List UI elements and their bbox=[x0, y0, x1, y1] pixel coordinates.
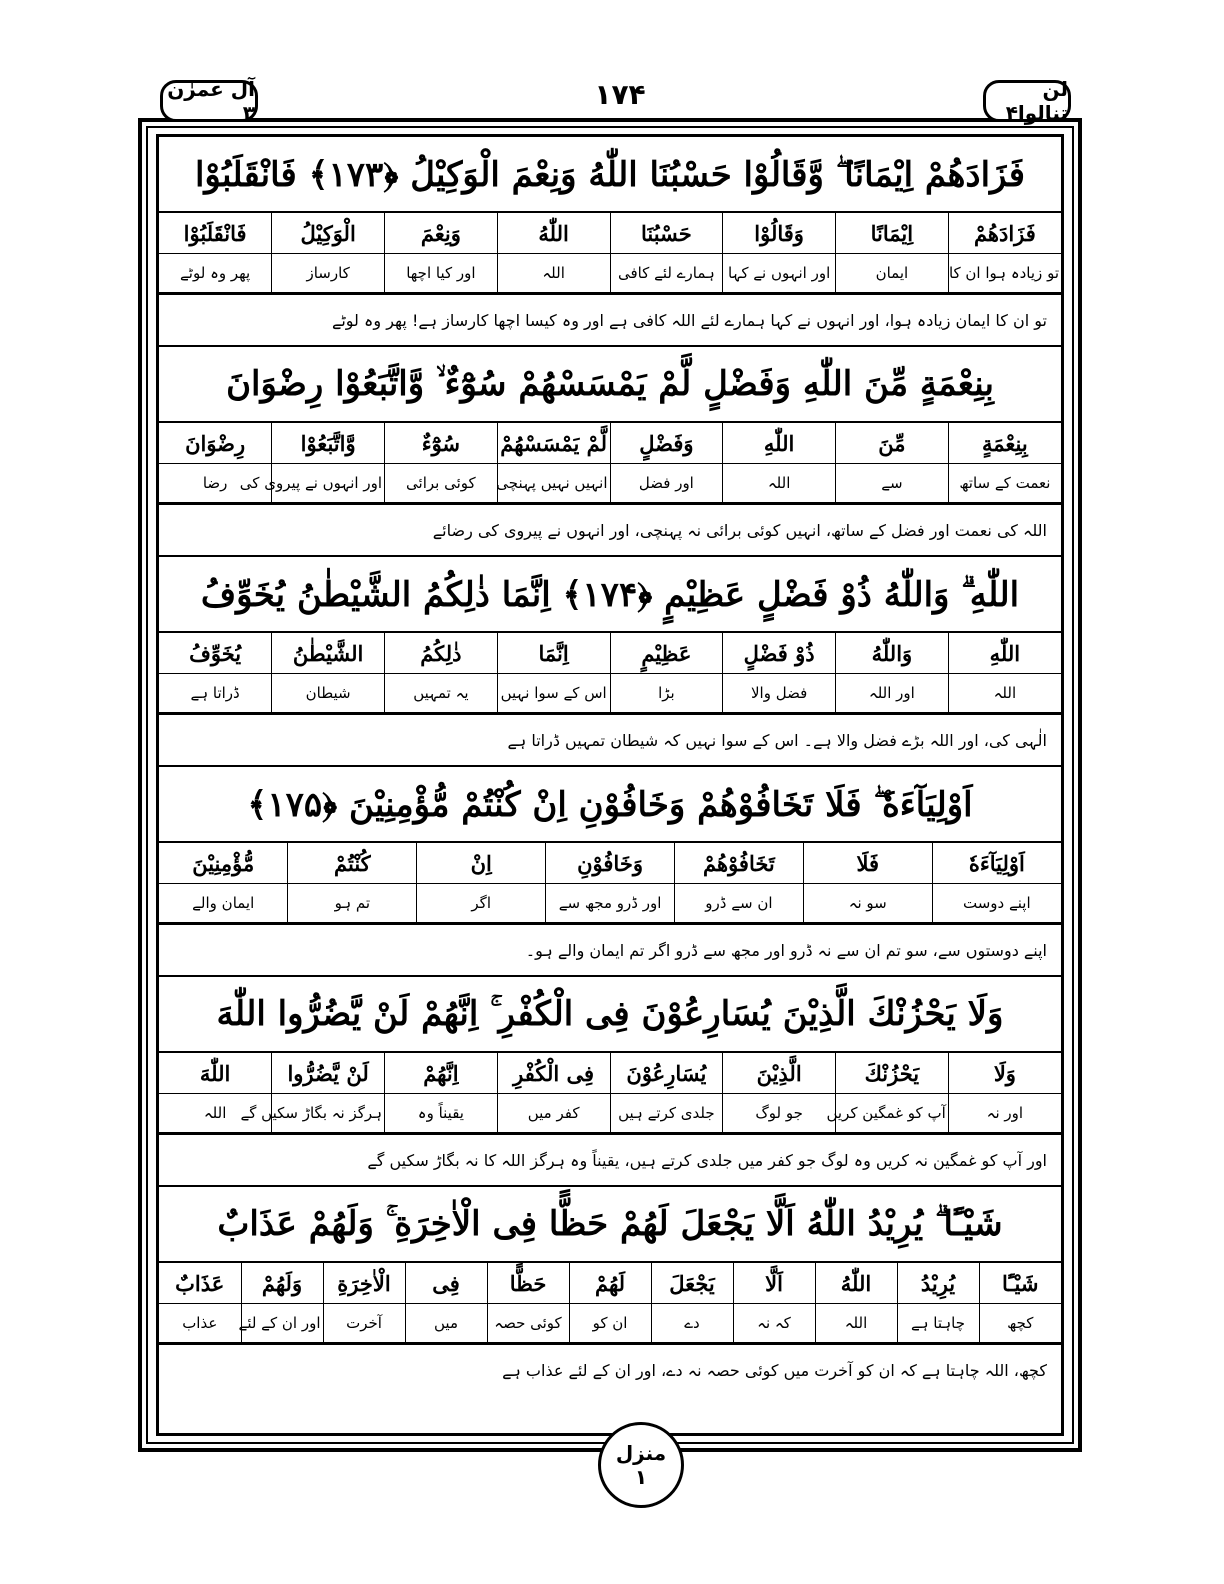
arabic-word-cell: شَيْـًٔا bbox=[979, 1262, 1061, 1304]
verse-section bbox=[159, 767, 1061, 977]
urdu-meaning-cell: بڑا bbox=[610, 674, 723, 713]
urdu-meaning-cell: کوئی برائی bbox=[385, 464, 498, 503]
arabic-words-row bbox=[159, 422, 1061, 464]
urdu-meaning-cell: جو لوگ bbox=[723, 1094, 836, 1133]
urdu-meaning-cell: سو نہ bbox=[803, 884, 932, 923]
arabic-word-cell: اللّٰهَ bbox=[159, 1052, 272, 1094]
arabic-word-cell: مُّؤْمِنِيْنَ bbox=[159, 842, 288, 884]
arabic-word-cell: وَلَهُمْ bbox=[241, 1262, 323, 1304]
urdu-meaning-cell: یہ تمہیں bbox=[385, 674, 498, 713]
arabic-word-cell: مِّنَ bbox=[836, 422, 949, 464]
urdu-meaning-cell: ان سے ڈرو bbox=[674, 884, 803, 923]
urdu-meaning-cell: دے bbox=[651, 1304, 733, 1343]
urdu-translation-line: اور آپ کو غمگین نہ کریں وہ لوگ جو کفر میں جلدی کرتے ہیں، یقیناً وہ ہرگز اللہ کا نہ بگاڑ سکیں گے bbox=[159, 1133, 1061, 1185]
arabic-verse-line: فَزَادَهُمْ اِيْمَانًا ۖ وَّقَالُوْا حَسْبُنَا اللّٰهُ وَنِعْمَ الْوَكِيْلُ ﴿۱۷۳﴾ فَانْقَلَبُوْا bbox=[194, 154, 1026, 195]
urdu-meaning-cell: کچھ bbox=[979, 1304, 1061, 1343]
urdu-translation-line: اپنے دوستوں سے، سو تم ان سے نہ ڈرو اور مجھ سے ڈرو اگر تم ایمان والے ہو۔ bbox=[159, 923, 1061, 975]
verse-section bbox=[159, 1187, 1061, 1395]
arabic-verse-line: شَيْـًٔا ۗ يُرِيْدُ اللّٰهُ اَلَّا يَجْعَلَ لَهُمْ حَظًّا فِى الْاٰخِرَةِ ۚ وَلَهُمْ عَذَابٌ bbox=[217, 1204, 1003, 1244]
word-by-word-table bbox=[159, 211, 1061, 293]
arabic-word-cell: اَوْلِيَآءَهٗ bbox=[932, 842, 1061, 884]
urdu-meaning-cell: اور ڈرو مجھ سے bbox=[546, 884, 675, 923]
urdu-translation-line: الٰہی کی، اور اللہ بڑے فضل والا ہے۔ اس کے سوا نہیں کہ شیطان تمہیں ڈراتا ہے bbox=[159, 713, 1061, 765]
urdu-meaning-cell: اللہ bbox=[723, 464, 836, 503]
manzil-number: ۱ bbox=[634, 1465, 648, 1489]
word-by-word-table bbox=[159, 421, 1061, 503]
urdu-meaning-cell: ہرگز نہ بگاڑ سکیں گے bbox=[272, 1094, 385, 1133]
urdu-meaning-cell: ہمارے لئے کافی bbox=[610, 254, 723, 293]
urdu-meaning-cell: کفر میں bbox=[497, 1094, 610, 1133]
arabic-words-row bbox=[159, 1052, 1061, 1094]
page-number: ۱۷۴ bbox=[582, 72, 658, 116]
urdu-translation-line: کچھ، اللہ چاہتا ہے کہ ان کو آخرت میں کوئی حصہ نہ دے، اور ان کے لئے عذاب ہے bbox=[159, 1343, 1061, 1395]
arabic-words-row bbox=[159, 1262, 1061, 1304]
urdu-meaning-cell: کارساز bbox=[272, 254, 385, 293]
urdu-meaning-cell: اگر bbox=[417, 884, 546, 923]
urdu-meaning-cell: اس کے سوا نہیں bbox=[497, 674, 610, 713]
urdu-meaning-cell: ان کو bbox=[569, 1304, 651, 1343]
urdu-meaning-cell: تم ہو bbox=[288, 884, 417, 923]
arabic-verse-line: اَوْلِيَآءَهٗ ۖ فَلَا تَخَافُوْهُمْ وَخَافُوْنِ اِنْ كُنْتُمْ مُّؤْمِنِيْنَ ﴿۱۷۵﴾ bbox=[247, 784, 973, 825]
arabic-word-cell: يَحْزُنْكَ bbox=[836, 1052, 949, 1094]
arabic-word-cell: لَنْ يَّضُرُّوا bbox=[272, 1052, 385, 1094]
arabic-word-cell: عَذَابٌ bbox=[159, 1262, 241, 1304]
arabic-word-cell: وَنِعْمَ bbox=[385, 212, 498, 254]
arabic-word-cell: وَلَا bbox=[948, 1052, 1061, 1094]
arabic-word-cell: اللّٰهُ bbox=[497, 212, 610, 254]
urdu-meaning-cell: یقیناً وہ bbox=[385, 1094, 498, 1133]
verse-section bbox=[159, 347, 1061, 557]
verse-section bbox=[159, 557, 1061, 767]
arabic-words-row bbox=[159, 632, 1061, 674]
urdu-meaning-cell: اپنے دوست bbox=[932, 884, 1061, 923]
arabic-word-cell: الَّذِيْنَ bbox=[723, 1052, 836, 1094]
urdu-meaning-cell: سے bbox=[836, 464, 949, 503]
urdu-meaning-cell: اور انہوں نے کہا bbox=[723, 254, 836, 293]
urdu-meanings-row bbox=[159, 1304, 1061, 1343]
word-by-word-table bbox=[159, 1261, 1061, 1343]
arabic-word-cell: فِى الْكُفْرِ bbox=[497, 1052, 610, 1094]
urdu-meaning-cell: اور انہوں نے پیروی کی bbox=[272, 464, 385, 503]
urdu-meaning-cell: فضل والا bbox=[723, 674, 836, 713]
arabic-word-cell: فَلَا bbox=[803, 842, 932, 884]
para-label: لن تنالوا۴ bbox=[983, 80, 1071, 122]
urdu-meaning-cell: ایمان bbox=[836, 254, 949, 293]
arabic-word-cell: حَسْبُنَا bbox=[610, 212, 723, 254]
arabic-word-cell: فِى bbox=[405, 1262, 487, 1304]
urdu-meaning-cell: اللہ bbox=[497, 254, 610, 293]
arabic-word-cell: الشَّيْطٰنُ bbox=[272, 632, 385, 674]
urdu-meaning-cell: اللہ bbox=[159, 1094, 272, 1133]
arabic-word-cell: فَانْقَلَبُوْا bbox=[159, 212, 272, 254]
urdu-meaning-cell: انہیں نہیں پہنچی bbox=[497, 464, 610, 503]
arabic-word-cell: وَاللّٰهُ bbox=[836, 632, 949, 674]
urdu-meaning-cell: جلدی کرتے ہیں bbox=[610, 1094, 723, 1133]
urdu-translation-line: اللہ کی نعمت اور فضل کے ساتھ، انہیں کوئی برائی نہ پہنچی، اور انہوں نے پیروی کی رضائے bbox=[159, 503, 1061, 555]
urdu-meaning-cell: کوئی حصہ bbox=[487, 1304, 569, 1343]
arabic-word-cell: اِيْمَانًا bbox=[836, 212, 949, 254]
urdu-meaning-cell: اور فضل bbox=[610, 464, 723, 503]
urdu-meaning-cell: ڈراتا ہے bbox=[159, 674, 272, 713]
arabic-word-cell: الْوَكِيْلُ bbox=[272, 212, 385, 254]
urdu-meaning-cell: چاہتا ہے bbox=[897, 1304, 979, 1343]
arabic-word-cell: وَفَضْلٍ bbox=[610, 422, 723, 464]
word-by-word-table bbox=[159, 631, 1061, 713]
arabic-word-cell: لَّمْ يَمْسَسْهُمْ bbox=[497, 422, 610, 464]
arabic-words-row bbox=[159, 212, 1061, 254]
arabic-word-cell: يُخَوِّفُ bbox=[159, 632, 272, 674]
manzil-label: منزل bbox=[615, 1441, 667, 1465]
arabic-word-cell: وَقَالُوْا bbox=[723, 212, 836, 254]
urdu-meaning-cell: آخرت bbox=[323, 1304, 405, 1343]
urdu-meaning-cell: پھر وہ لوٹے bbox=[159, 254, 272, 293]
arabic-word-cell: تَخَافُوْهُمْ bbox=[674, 842, 803, 884]
arabic-word-cell: ذٰلِكُمُ bbox=[385, 632, 498, 674]
arabic-verse-line: وَلَا يَحْزُنْكَ الَّذِيْنَ يُسَارِعُوْنَ فِى الْكُفْرِ ۚ اِنَّهُمْ لَنْ يَّضُرُّوا اللّٰهَ bbox=[216, 994, 1004, 1034]
arabic-word-cell: وَخَافُوْنِ bbox=[546, 842, 675, 884]
arabic-verse-line: اللّٰهِ ۗ وَاللّٰهُ ذُوْ فَضْلٍ عَظِيْمٍ ﴿۱۷۴﴾ اِنَّمَا ذٰلِكُمُ الشَّيْطٰنُ يُخَوِّفُ bbox=[200, 574, 1020, 615]
urdu-meaning-cell: تو زیادہ ہوا ان کا bbox=[948, 254, 1061, 293]
urdu-meaning-cell: اللہ bbox=[815, 1304, 897, 1343]
arabic-verse-line: بِنِعْمَةٍ مِّنَ اللّٰهِ وَفَضْلٍ لَّمْ يَمْسَسْهُمْ سُوْٓءٌ ۙ وَّاتَّبَعُوْا رِضْوَانَ bbox=[226, 364, 994, 404]
urdu-meanings-row bbox=[159, 674, 1061, 713]
urdu-meanings-row bbox=[159, 464, 1061, 503]
urdu-meaning-cell: اور ان کے لئے bbox=[241, 1304, 323, 1343]
page-content bbox=[159, 137, 1061, 1433]
urdu-meanings-row bbox=[159, 254, 1061, 293]
urdu-meaning-cell: اور نہ bbox=[948, 1094, 1061, 1133]
urdu-meaning-cell: رضا bbox=[159, 464, 272, 503]
arabic-word-cell: اِنَّهُمْ bbox=[385, 1052, 498, 1094]
arabic-word-cell: يَجْعَلَ bbox=[651, 1262, 733, 1304]
arabic-word-cell: اِنْ bbox=[417, 842, 546, 884]
surah-label: آل عمرٰن ۳ bbox=[160, 80, 258, 122]
arabic-word-cell: اَلَّا bbox=[733, 1262, 815, 1304]
arabic-word-cell: كُنْتُمْ bbox=[288, 842, 417, 884]
arabic-word-cell: سُوْٓءٌ bbox=[385, 422, 498, 464]
urdu-meaning-cell: آپ کو غمگین کریں bbox=[836, 1094, 949, 1133]
arabic-word-cell: اللّٰهِ bbox=[723, 422, 836, 464]
urdu-meaning-cell: کہ نہ bbox=[733, 1304, 815, 1343]
arabic-word-cell: يُرِيْدُ bbox=[897, 1262, 979, 1304]
arabic-word-cell: بِنِعْمَةٍ bbox=[948, 422, 1061, 464]
urdu-meaning-cell: اور اللہ bbox=[836, 674, 949, 713]
arabic-word-cell: الْاٰخِرَةِ bbox=[323, 1262, 405, 1304]
arabic-word-cell: اللّٰهِ bbox=[948, 632, 1061, 674]
verse-section bbox=[159, 137, 1061, 347]
urdu-meaning-cell: ایمان والے bbox=[159, 884, 288, 923]
arabic-word-cell: اللّٰهُ bbox=[815, 1262, 897, 1304]
urdu-meaning-cell: شیطان bbox=[272, 674, 385, 713]
arabic-word-cell: يُسَارِعُوْنَ bbox=[610, 1052, 723, 1094]
arabic-word-cell: وَّاتَّبَعُوْا bbox=[272, 422, 385, 464]
verse-section bbox=[159, 977, 1061, 1187]
word-by-word-table bbox=[159, 841, 1061, 923]
urdu-meaning-cell: اللہ bbox=[948, 674, 1061, 713]
arabic-word-cell: ذُوْ فَضْلٍ bbox=[723, 632, 836, 674]
arabic-words-row bbox=[159, 842, 1061, 884]
arabic-word-cell: فَزَادَهُمْ bbox=[948, 212, 1061, 254]
urdu-meaning-cell: اور کیا اچھا bbox=[385, 254, 498, 293]
word-by-word-table bbox=[159, 1051, 1061, 1133]
arabic-word-cell: اِنَّمَا bbox=[497, 632, 610, 674]
urdu-translation-line: تو ان کا ایمان زیادہ ہوا، اور انہوں نے کہا ہمارے لئے اللہ کافی ہے اور وہ کیسا اچھا کارساز ہے! پھر وہ لوٹے bbox=[159, 293, 1061, 345]
urdu-meaning-cell: میں bbox=[405, 1304, 487, 1343]
arabic-word-cell: لَهُمْ bbox=[569, 1262, 651, 1304]
manzil-badge bbox=[598, 1422, 684, 1508]
urdu-meanings-row bbox=[159, 884, 1061, 923]
urdu-meanings-row bbox=[159, 1094, 1061, 1133]
urdu-meaning-cell: عذاب bbox=[159, 1304, 241, 1343]
arabic-word-cell: رِضْوَانَ bbox=[159, 422, 272, 464]
urdu-meaning-cell: نعمت کے ساتھ bbox=[948, 464, 1061, 503]
arabic-word-cell: عَظِيْمٍ bbox=[610, 632, 723, 674]
arabic-word-cell: حَظًّا bbox=[487, 1262, 569, 1304]
